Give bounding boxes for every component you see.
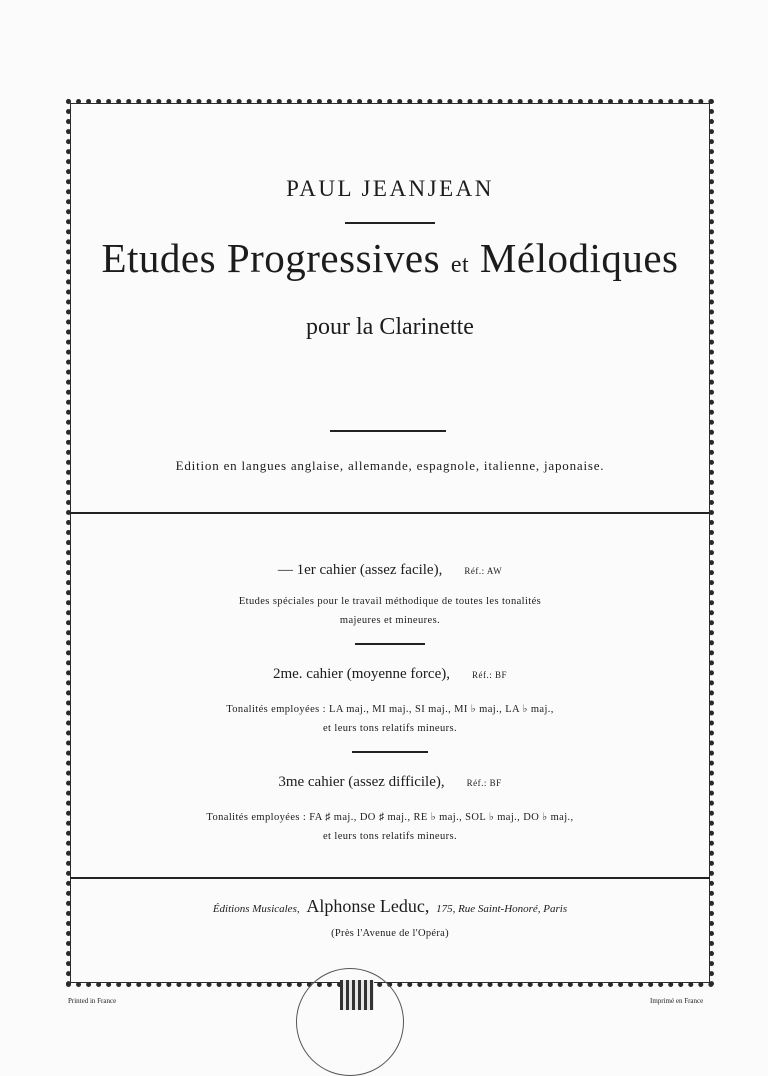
volume-1-title [70, 562, 710, 579]
publisher-note: (Près l'Avenue de l'Opéra) [331, 928, 449, 939]
volume-title-text: — 1er cahier (assez facile), [277, 562, 443, 578]
subtitle-rule [330, 430, 446, 432]
work-title [70, 234, 710, 282]
author-rule [345, 222, 435, 224]
volume-ref: Réf.: BF [471, 670, 507, 680]
volume-ref: Réf.: BF [466, 778, 502, 788]
volume-3-description [70, 808, 710, 846]
edition-languages: Edition en langues anglaise, allemande, espagnole, italienne, japonaise. [175, 458, 605, 473]
title-et: et [450, 252, 470, 278]
printed-in-france-left: Printed in France [68, 997, 117, 1005]
title-part1: Etudes Progressives [101, 235, 441, 281]
publisher-prefix: Éditions Musicales, [212, 903, 300, 915]
publisher-address: 175, Rue Saint-Honoré, Paris [436, 903, 568, 915]
volume-desc-line: Tonalités employées : FA ♯ maj., DO ♯ maj., RE ♭ maj., SOL ♭ maj., DO ♭ maj., [206, 812, 574, 823]
volume-3-title [70, 774, 710, 791]
volume-2-title [70, 666, 710, 683]
publisher-name: Alphonse Leduc, [306, 896, 430, 916]
volume-desc-line: et leurs tons relatifs mineurs. [323, 831, 457, 842]
seal-emblem [340, 980, 374, 1010]
title-part2: Mélodiques [479, 235, 679, 281]
volume-desc-line: Etudes spéciales pour le travail méthodique de toutes les tonalités [238, 596, 542, 607]
section-divider [70, 512, 710, 514]
volume-1-description [70, 592, 710, 630]
volume-desc-line: Tonalités employées : LA maj., MI maj., SI maj., MI ♭ maj., LA ♭ maj., [226, 704, 554, 715]
volume-rule [355, 643, 425, 645]
volume-desc-line: majeures et mineures. [339, 615, 441, 626]
volume-title-text: 2me. cahier (moyenne force), [272, 666, 450, 682]
printed-in-france-right: Imprimé en France [650, 997, 704, 1005]
volume-title-text: 3me cahier (assez difficile), [278, 774, 445, 790]
section-divider [70, 877, 710, 879]
volume-desc-line: et leurs tons relatifs mineurs. [323, 723, 457, 734]
publisher-line [70, 896, 710, 917]
volume-rule [352, 751, 428, 753]
volume-2-description [70, 700, 710, 738]
work-subtitle: pour la Clarinette [306, 314, 474, 340]
volume-ref: Réf.: AW [464, 566, 503, 576]
author-name: PAUL JEANJEAN [286, 176, 494, 201]
